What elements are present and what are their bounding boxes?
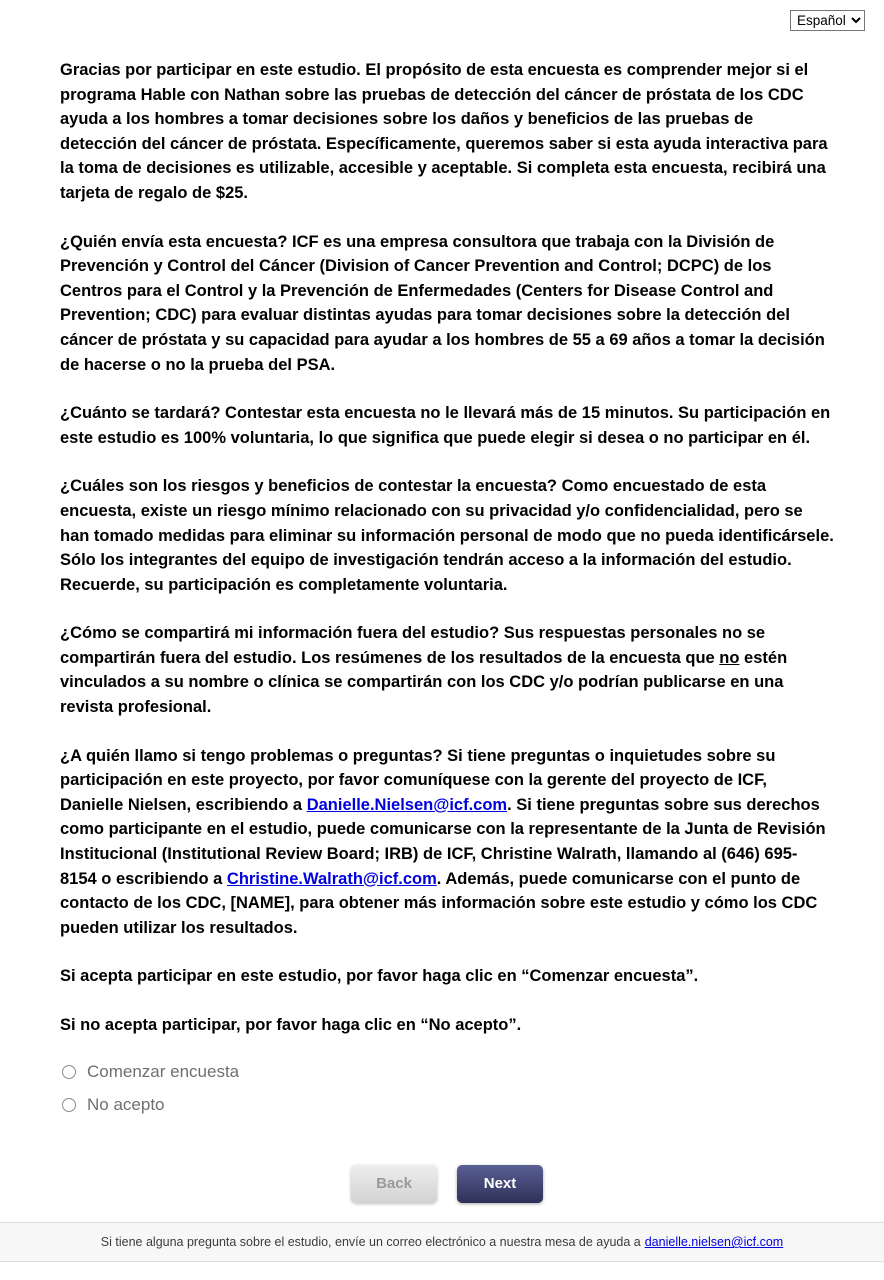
paragraph-2	[60, 230, 834, 378]
email-link[interactable]: Christine.Walrath@icf.com	[226, 869, 437, 888]
underlined-text: no	[719, 648, 740, 667]
paragraph-5	[60, 621, 834, 719]
survey-consent-content	[60, 34, 834, 1203]
footer	[0, 1222, 884, 1262]
radio-option-label: Comenzar encuesta	[87, 1061, 240, 1081]
footer-email-link[interactable]: danielle.nielsen@icf.com	[644, 1235, 784, 1249]
consent-options	[60, 1062, 834, 1115]
radio-option-2[interactable]	[62, 1095, 834, 1115]
radio-button-icon[interactable]	[62, 1065, 76, 1079]
paragraph-8	[60, 1013, 834, 1038]
language-selector[interactable]	[790, 10, 865, 31]
navigation-buttons	[60, 1165, 834, 1203]
text-run: ¿A quién llamo si tengo problemas o preguntas? Si tiene preguntas o inquietudes sobre su participación en este proyecto, por favor comuníquese con la gerente del proyecto de ICF, Danielle Nielsen, escribiendo a	[60, 746, 776, 814]
text-run: . Además, puede comunicarse con el punto de contacto de los CDC, [NAME], para obtener más información sobre este estudio y cómo los CDC pueden utilizar los resultados.	[60, 869, 818, 937]
radio-button-icon[interactable]	[62, 1098, 76, 1112]
text-run: . Si tiene preguntas sobre sus derechos como participante en el estudio, puede comunicarse con la representante de la Junta de Revisión Institucional (Institutional Review Board; IRB) de ICF, Christine Walrath, llamando al (646) 695-8154 o escribiendo a	[60, 795, 826, 888]
text-run: ¿Cuáles son los riesgos y beneficios de contestar la encuesta? Como encuestado de esta encuesta, existe un riesgo mínimo relacionado con su privacidad y/o confidencialidad, pero se han tomado medidas para eliminar su información personal de modo que no pueda identificársele. Sólo los integrantes del equipo de investigación tendrán acceso a la información del estudio. Recuerde, su participación es completamente voluntaria.	[60, 477, 834, 594]
paragraph-1	[60, 58, 834, 206]
back-button[interactable]: Back	[351, 1165, 437, 1203]
radio-option-label: No acepto	[87, 1094, 165, 1114]
paragraph-4	[60, 474, 834, 597]
email-link[interactable]: Danielle.Nielsen@icf.com	[306, 795, 508, 814]
next-button[interactable]: Next	[457, 1165, 543, 1203]
paragraph-6	[60, 744, 834, 941]
text-run: Gracias por participar en este estudio. El propósito de esta encuesta es comprender mejor si el programa Hable con Nathan sobre las pruebas de detección del cáncer de próstata de los CDC ayuda a los hombres a tomar decisiones sobre los daños y beneficios de las pruebas de detección del cáncer de próstata. Específicamente, queremos saber si esta ayuda interactiva para la toma de decisiones es utilizable, accesible y aceptable. Si completa esta encuesta, recibirá una tarjeta de regalo de $25.	[60, 61, 828, 202]
text-run: Si acepta participar en este estudio, por favor haga clic en “Comenzar encuesta”.	[60, 967, 699, 986]
consent-text	[60, 58, 834, 1038]
text-run: ¿Quién envía esta encuesta? ICF es una empresa consultora que trabaja con la División de Prevención y Control del Cáncer (Division of Cancer Prevention and Control; DCPC) de los Centros para el Control y la Prevención de Enfermedades (Centers for Disease Control and Prevention; CDC) para evaluar distintas ayudas para tomar decisiones sobre la detección del cáncer de próstata y su capacidad para ayudar a los hombres de 55 a 69 años a tomar la decisión de hacerse o no la prueba del PSA.	[60, 232, 825, 374]
radio-option-1[interactable]	[62, 1062, 834, 1082]
paragraph-3	[60, 401, 834, 450]
text-run: Si no acepta participar, por favor haga clic en “No acepto”.	[60, 1016, 522, 1034]
footer-help-text: Si tiene alguna pregunta sobre el estudio, envíe un correo electrónico a nuestra mesa de ayuda a	[100, 1235, 641, 1249]
text-run: ¿Cómo se compartirá mi información fuera del estudio? Sus respuestas personales no se compartirán fuera del estudio. Los resúmenes de los resultados de la encuesta que	[60, 624, 766, 667]
paragraph-7	[60, 964, 834, 989]
text-run: estén vinculados a su nombre o clínica se compartirán con los CDC y/o podrían publicarse en una revista profesional.	[60, 648, 788, 717]
text-run: ¿Cuánto se tardará? Contestar esta encuesta no le llevará más de 15 minutos. Su participación en este estudio es 100% voluntaria, lo que significa que puede elegir si desea o no participar en él.	[60, 404, 831, 447]
